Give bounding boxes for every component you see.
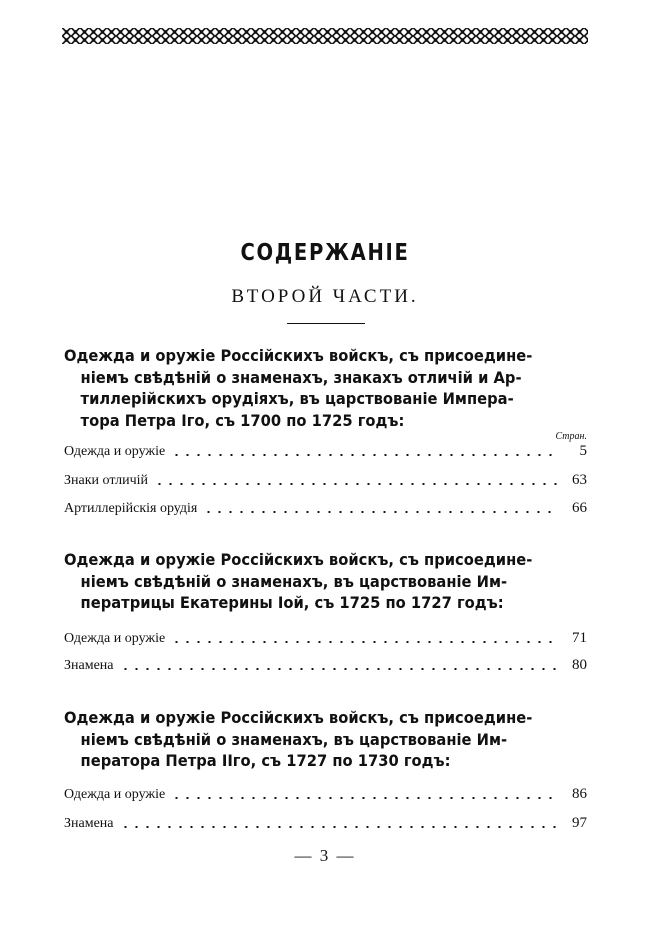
toc-entry-label: Артиллерiйскiя орудiя — [64, 501, 198, 516]
section-heading-line: Одежда и оружiе Россiйскихъ войскъ, съ присоедине- — [64, 550, 533, 569]
section-heading-line: ператора Петра IIго, съ 1727 по 1730 годъ: — [80, 751, 451, 770]
dot-leader — [120, 668, 560, 670]
toc-entry-page: 97 — [572, 815, 587, 831]
dot-leader — [171, 641, 559, 643]
section-heading-line: ператрицы Екатерины Iой, съ 1725 по 1727 годъ: — [80, 593, 504, 612]
toc-entry-label: Знамена — [64, 658, 114, 673]
page-number: — 3 — — [294, 846, 356, 865]
toc-entry — [64, 440, 587, 460]
toc-entry — [64, 783, 587, 803]
toc-entry-page: 86 — [572, 786, 587, 802]
toc-entry-page: 71 — [572, 630, 587, 646]
toc-entry-page: 63 — [572, 472, 587, 488]
dot-leader — [171, 454, 559, 456]
toc-entry — [64, 654, 587, 674]
section-heading-line: Одежда и оружiе Россiйскихъ войскъ, съ присоедине- — [64, 346, 533, 365]
section-heading-line: Одежда и оружiе Россiйскихъ войскъ, съ присоедине- — [64, 708, 533, 727]
page-title: СОДЕРЖАНIЕ — [240, 240, 410, 266]
dot-leader — [171, 797, 559, 799]
toc-entry — [64, 627, 587, 647]
section-heading-line: нiемъ свѣдѣнiй о знаменахъ, знакахъ отличiй и Ар- — [80, 367, 522, 387]
section-heading-2 — [64, 549, 546, 614]
toc-entry — [64, 497, 587, 517]
toc-entry-label: Одежда и оружiе — [64, 631, 166, 646]
section-heading-line: нiемъ свѣдѣнiй о знаменахъ, въ царствованiе Им- — [80, 729, 508, 749]
section-heading-line: тора Петра Iго, съ 1700 по 1725 годъ: — [80, 410, 405, 430]
toc-entry-page: 66 — [572, 500, 587, 516]
section-heading-line: нiемъ свѣдѣнiй о знаменахъ, въ царствованiе Им- — [80, 571, 508, 591]
dot-leader — [203, 511, 559, 513]
page-subtitle: ВТОРОЙ ЧАСТИ. — [231, 286, 419, 307]
toc-entry-label: Знамена — [64, 816, 114, 831]
toc-entry-label: Знаки отличiй — [64, 473, 148, 488]
toc-entry-label: Одежда и оружiе — [64, 444, 166, 459]
toc-entry-label: Одежда и оружiе — [64, 787, 166, 802]
title-divider — [287, 323, 365, 324]
section-heading-line: тиллерiйскихъ орудiяхъ, въ царствованiе Импера- — [80, 389, 514, 408]
section-heading-1 — [64, 345, 546, 431]
toc-entry — [64, 469, 587, 489]
ornamental-border-band — [62, 28, 588, 44]
dot-leader — [120, 826, 560, 828]
section-heading-3 — [64, 707, 546, 772]
pages-column-label: Стран. — [555, 431, 587, 442]
toc-entry-page: 5 — [579, 443, 587, 459]
toc-entry — [64, 812, 587, 832]
dot-leader — [154, 483, 559, 485]
toc-entry-page: 80 — [572, 657, 587, 673]
